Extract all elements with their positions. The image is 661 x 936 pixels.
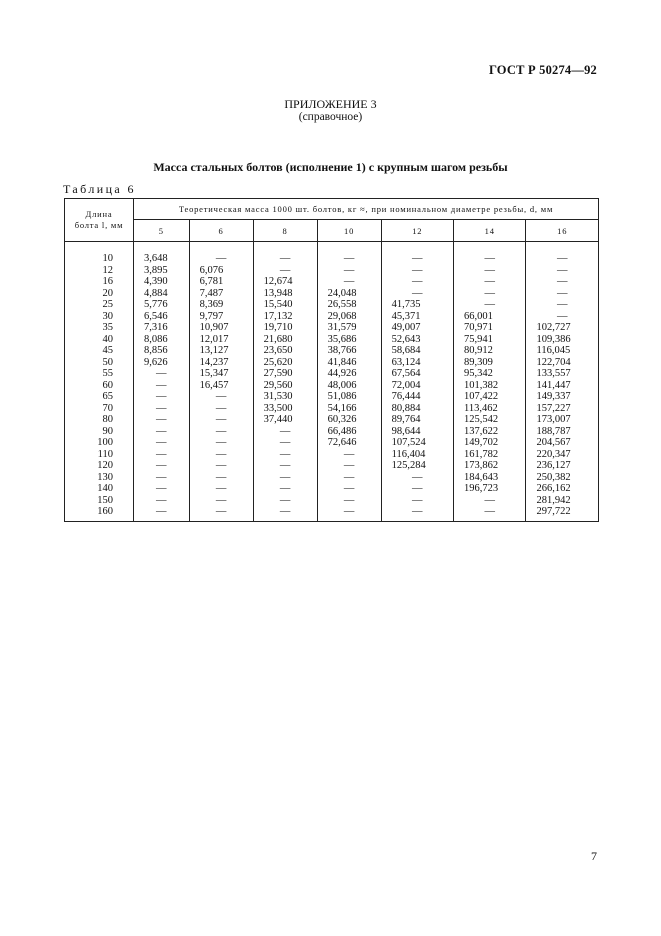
document-standard-number: ГОСТ Р 50274—92 xyxy=(488,63,597,77)
table-row xyxy=(65,483,599,495)
table-row xyxy=(65,322,599,334)
table-row xyxy=(65,506,599,521)
mass-cell: 3,648 xyxy=(134,253,190,265)
mass-cell: 25,620 xyxy=(253,357,317,369)
mass-cell: 6,076 xyxy=(189,265,253,277)
mass-cell: 8,856 xyxy=(134,345,190,357)
diameter-header-12: 12 xyxy=(381,220,453,242)
mass-cell: 33,500 xyxy=(253,403,317,415)
mass-cell: 66,001 xyxy=(454,311,526,323)
mass-cell: 95,342 xyxy=(454,368,526,380)
mass-cell: 41,846 xyxy=(317,357,381,369)
mass-cell: 76,444 xyxy=(381,391,453,403)
mass-cell: — xyxy=(134,506,190,521)
mass-cell: — xyxy=(317,460,381,472)
mass-cell: — xyxy=(253,253,317,265)
mass-cell: — xyxy=(317,495,381,507)
mass-cell: 98,644 xyxy=(381,426,453,438)
length-cell: 80 xyxy=(65,414,134,426)
mass-cell: — xyxy=(454,276,526,288)
mass-cell: 24,048 xyxy=(317,288,381,300)
table-spacer-row xyxy=(65,242,599,254)
mass-cell: 9,626 xyxy=(134,357,190,369)
mass-cell: — xyxy=(381,495,453,507)
mass-cell: — xyxy=(454,506,526,521)
mass-cell: 8,086 xyxy=(134,334,190,346)
length-cell: 10 xyxy=(65,253,134,265)
mass-cell: 113,462 xyxy=(454,403,526,415)
mass-cell: — xyxy=(253,483,317,495)
mass-cell: — xyxy=(134,426,190,438)
mass-cell: — xyxy=(381,253,453,265)
mass-cell: — xyxy=(317,506,381,521)
length-cell: 16 xyxy=(65,276,134,288)
mass-cell: 188,787 xyxy=(526,426,599,438)
mass-cell: — xyxy=(189,437,253,449)
length-cell: 160 xyxy=(65,506,134,521)
length-column-header xyxy=(65,199,134,242)
mass-cell: — xyxy=(134,403,190,415)
table-row xyxy=(65,403,599,415)
mass-cell: 72,004 xyxy=(381,380,453,392)
mass-cell: 125,284 xyxy=(381,460,453,472)
mass-cell: 107,524 xyxy=(381,437,453,449)
table-label: Таблица 6 xyxy=(63,182,136,196)
spacer-cell xyxy=(381,242,453,254)
length-cell: 150 xyxy=(65,495,134,507)
spacer-cell xyxy=(253,242,317,254)
mass-cell: — xyxy=(454,265,526,277)
mass-cell: 116,045 xyxy=(526,345,599,357)
mass-cell: — xyxy=(189,495,253,507)
mass-cell: — xyxy=(526,276,599,288)
spacer-cell xyxy=(134,242,190,254)
mass-cell: 15,347 xyxy=(189,368,253,380)
mass-cell: — xyxy=(454,288,526,300)
mass-cell: — xyxy=(253,472,317,484)
mass-cell: 58,684 xyxy=(381,345,453,357)
table-row xyxy=(65,368,599,380)
mass-cell: 13,127 xyxy=(189,345,253,357)
table-row xyxy=(65,288,599,300)
mass-cell: 66,486 xyxy=(317,426,381,438)
mass-cell: 63,124 xyxy=(381,357,453,369)
mass-cell: — xyxy=(134,483,190,495)
mass-cell: — xyxy=(317,265,381,277)
length-cell: 70 xyxy=(65,403,134,415)
mass-cell: — xyxy=(253,460,317,472)
mass-cell: 41,735 xyxy=(381,299,453,311)
mass-cell: — xyxy=(526,311,599,323)
mass-cell: — xyxy=(189,460,253,472)
mass-cell: — xyxy=(253,495,317,507)
table-row xyxy=(65,460,599,472)
mass-cell: 75,941 xyxy=(454,334,526,346)
mass-cell: — xyxy=(381,483,453,495)
mass-cell: — xyxy=(134,380,190,392)
length-cell: 12 xyxy=(65,265,134,277)
mass-cell: — xyxy=(253,437,317,449)
mass-cell: — xyxy=(189,391,253,403)
mass-cell: 204,567 xyxy=(526,437,599,449)
mass-cell: 27,590 xyxy=(253,368,317,380)
mass-column-header: Теоретическая масса 1000 шт. болтов, кг ≈, при номинальном диаметре резьбы, d, мм xyxy=(134,199,599,220)
mass-cell: 102,727 xyxy=(526,322,599,334)
length-header-line2: болта l, мм xyxy=(74,220,124,230)
mass-cell: 141,447 xyxy=(526,380,599,392)
mass-cell: 4,390 xyxy=(134,276,190,288)
mass-cell: 266,162 xyxy=(526,483,599,495)
mass-cell: — xyxy=(189,403,253,415)
mass-cell: 196,723 xyxy=(454,483,526,495)
page-number: 7 xyxy=(591,849,597,863)
length-cell: 40 xyxy=(65,334,134,346)
mass-cell: — xyxy=(134,495,190,507)
mass-cell: — xyxy=(253,449,317,461)
table-row xyxy=(65,345,599,357)
length-cell: 140 xyxy=(65,483,134,495)
mass-cell: — xyxy=(381,472,453,484)
mass-cell: — xyxy=(134,368,190,380)
mass-cell: — xyxy=(526,288,599,300)
mass-cell: 7,316 xyxy=(134,322,190,334)
mass-cell: 173,007 xyxy=(526,414,599,426)
length-cell: 50 xyxy=(65,357,134,369)
mass-cell: — xyxy=(317,472,381,484)
mass-cell: 52,643 xyxy=(381,334,453,346)
mass-cell: 122,704 xyxy=(526,357,599,369)
appendix-subtitle: (справочное) xyxy=(298,111,363,123)
mass-cell: 281,942 xyxy=(526,495,599,507)
mass-cell: 13,948 xyxy=(253,288,317,300)
table-row xyxy=(65,276,599,288)
mass-cell: — xyxy=(189,414,253,426)
table-row xyxy=(65,414,599,426)
mass-cell: 10,907 xyxy=(189,322,253,334)
mass-cell: 31,579 xyxy=(317,322,381,334)
mass-cell: 137,622 xyxy=(454,426,526,438)
appendix-title: ПРИЛОЖЕНИЕ 3 xyxy=(284,97,377,111)
mass-cell: — xyxy=(134,472,190,484)
mass-cell: 220,347 xyxy=(526,449,599,461)
mass-cell: — xyxy=(317,483,381,495)
diameter-header-16: 16 xyxy=(526,220,599,242)
mass-cell: 49,007 xyxy=(381,322,453,334)
mass-cell: 17,132 xyxy=(253,311,317,323)
length-cell: 100 xyxy=(65,437,134,449)
table-row xyxy=(65,311,599,323)
mass-cell: 116,404 xyxy=(381,449,453,461)
mass-cell: — xyxy=(189,449,253,461)
length-cell: 90 xyxy=(65,426,134,438)
spacer-cell xyxy=(454,242,526,254)
table-row xyxy=(65,357,599,369)
diameter-header-5: 5 xyxy=(134,220,190,242)
length-cell: 30 xyxy=(65,311,134,323)
mass-cell: 184,643 xyxy=(454,472,526,484)
mass-cell: 44,926 xyxy=(317,368,381,380)
table-row xyxy=(65,265,599,277)
bolt-mass-table xyxy=(64,198,599,522)
mass-cell: — xyxy=(381,265,453,277)
length-cell: 35 xyxy=(65,322,134,334)
mass-cell: 3,895 xyxy=(134,265,190,277)
mass-cell: 38,766 xyxy=(317,345,381,357)
mass-cell: — xyxy=(317,253,381,265)
mass-cell: 107,422 xyxy=(454,391,526,403)
diameter-header-8: 8 xyxy=(253,220,317,242)
mass-cell: 101,382 xyxy=(454,380,526,392)
mass-cell: 67,564 xyxy=(381,368,453,380)
mass-cell: — xyxy=(189,472,253,484)
table-title: Масса стальных болтов (исполнение 1) с крупным шагом резьбы xyxy=(153,160,508,174)
table-row xyxy=(65,472,599,484)
mass-cell: 60,326 xyxy=(317,414,381,426)
mass-cell: — xyxy=(134,449,190,461)
mass-cell: 161,782 xyxy=(454,449,526,461)
mass-cell: 80,912 xyxy=(454,345,526,357)
mass-cell: 31,530 xyxy=(253,391,317,403)
spacer-cell xyxy=(317,242,381,254)
mass-cell: — xyxy=(381,276,453,288)
mass-cell: — xyxy=(317,449,381,461)
mass-cell: 7,487 xyxy=(189,288,253,300)
mass-cell: 23,650 xyxy=(253,345,317,357)
length-cell: 20 xyxy=(65,288,134,300)
table-row xyxy=(65,437,599,449)
diameter-header-14: 14 xyxy=(454,220,526,242)
mass-cell: 9,797 xyxy=(189,311,253,323)
mass-cell: — xyxy=(189,426,253,438)
mass-cell: 51,086 xyxy=(317,391,381,403)
mass-cell: — xyxy=(526,265,599,277)
spacer-cell xyxy=(65,242,134,254)
mass-cell: — xyxy=(189,253,253,265)
spacer-cell xyxy=(526,242,599,254)
mass-cell: — xyxy=(381,506,453,521)
mass-cell: 4,884 xyxy=(134,288,190,300)
mass-cell: 12,017 xyxy=(189,334,253,346)
mass-cell: — xyxy=(253,506,317,521)
mass-cell: 109,386 xyxy=(526,334,599,346)
mass-cell: 48,006 xyxy=(317,380,381,392)
mass-cell: — xyxy=(134,414,190,426)
mass-cell: 6,781 xyxy=(189,276,253,288)
length-cell: 60 xyxy=(65,380,134,392)
mass-cell: 29,560 xyxy=(253,380,317,392)
diameter-header-row xyxy=(65,220,599,242)
mass-cell: 16,457 xyxy=(189,380,253,392)
diameter-header-6: 6 xyxy=(189,220,253,242)
mass-cell: — xyxy=(253,426,317,438)
table-row xyxy=(65,380,599,392)
table-row xyxy=(65,495,599,507)
table-body xyxy=(65,242,599,522)
mass-cell: — xyxy=(134,391,190,403)
mass-cell: 89,764 xyxy=(381,414,453,426)
appendix-heading xyxy=(0,98,661,124)
mass-cell: — xyxy=(134,460,190,472)
mass-cell: — xyxy=(526,253,599,265)
mass-cell: — xyxy=(381,288,453,300)
length-cell: 110 xyxy=(65,449,134,461)
length-header-line1: Длина xyxy=(85,209,113,219)
mass-cell: 35,686 xyxy=(317,334,381,346)
mass-cell: 21,680 xyxy=(253,334,317,346)
length-cell: 55 xyxy=(65,368,134,380)
mass-cell: 6,546 xyxy=(134,311,190,323)
mass-cell: 8,369 xyxy=(189,299,253,311)
length-cell: 25 xyxy=(65,299,134,311)
diameter-header-10: 10 xyxy=(317,220,381,242)
mass-cell: — xyxy=(189,483,253,495)
mass-cell: 12,674 xyxy=(253,276,317,288)
mass-cell: 157,227 xyxy=(526,403,599,415)
mass-cell: — xyxy=(317,276,381,288)
mass-cell: 133,557 xyxy=(526,368,599,380)
length-cell: 65 xyxy=(65,391,134,403)
mass-cell: 15,540 xyxy=(253,299,317,311)
mass-cell: 70,971 xyxy=(454,322,526,334)
mass-cell: 5,776 xyxy=(134,299,190,311)
mass-cell: 29,068 xyxy=(317,311,381,323)
table-row xyxy=(65,391,599,403)
mass-cell: — xyxy=(189,506,253,521)
mass-cell: 26,558 xyxy=(317,299,381,311)
mass-cell: 37,440 xyxy=(253,414,317,426)
mass-cell: — xyxy=(454,495,526,507)
mass-cell: 297,722 xyxy=(526,506,599,521)
table-row xyxy=(65,449,599,461)
mass-cell: 236,127 xyxy=(526,460,599,472)
mass-cell: 45,371 xyxy=(381,311,453,323)
mass-cell: — xyxy=(454,253,526,265)
mass-cell: 14,237 xyxy=(189,357,253,369)
spacer-cell xyxy=(189,242,253,254)
table-row xyxy=(65,426,599,438)
mass-cell: — xyxy=(253,265,317,277)
length-cell: 120 xyxy=(65,460,134,472)
mass-cell: 250,382 xyxy=(526,472,599,484)
table-row xyxy=(65,334,599,346)
mass-cell: 173,862 xyxy=(454,460,526,472)
mass-cell: — xyxy=(134,437,190,449)
mass-cell: 149,702 xyxy=(454,437,526,449)
mass-cell: 72,646 xyxy=(317,437,381,449)
mass-cell: 80,884 xyxy=(381,403,453,415)
mass-cell: — xyxy=(526,299,599,311)
table-row xyxy=(65,253,599,265)
length-cell: 130 xyxy=(65,472,134,484)
mass-cell: 19,710 xyxy=(253,322,317,334)
mass-cell: 125,542 xyxy=(454,414,526,426)
length-cell: 45 xyxy=(65,345,134,357)
mass-cell: — xyxy=(454,299,526,311)
mass-cell: 54,166 xyxy=(317,403,381,415)
mass-cell: 89,309 xyxy=(454,357,526,369)
table-row xyxy=(65,299,599,311)
mass-cell: 149,337 xyxy=(526,391,599,403)
